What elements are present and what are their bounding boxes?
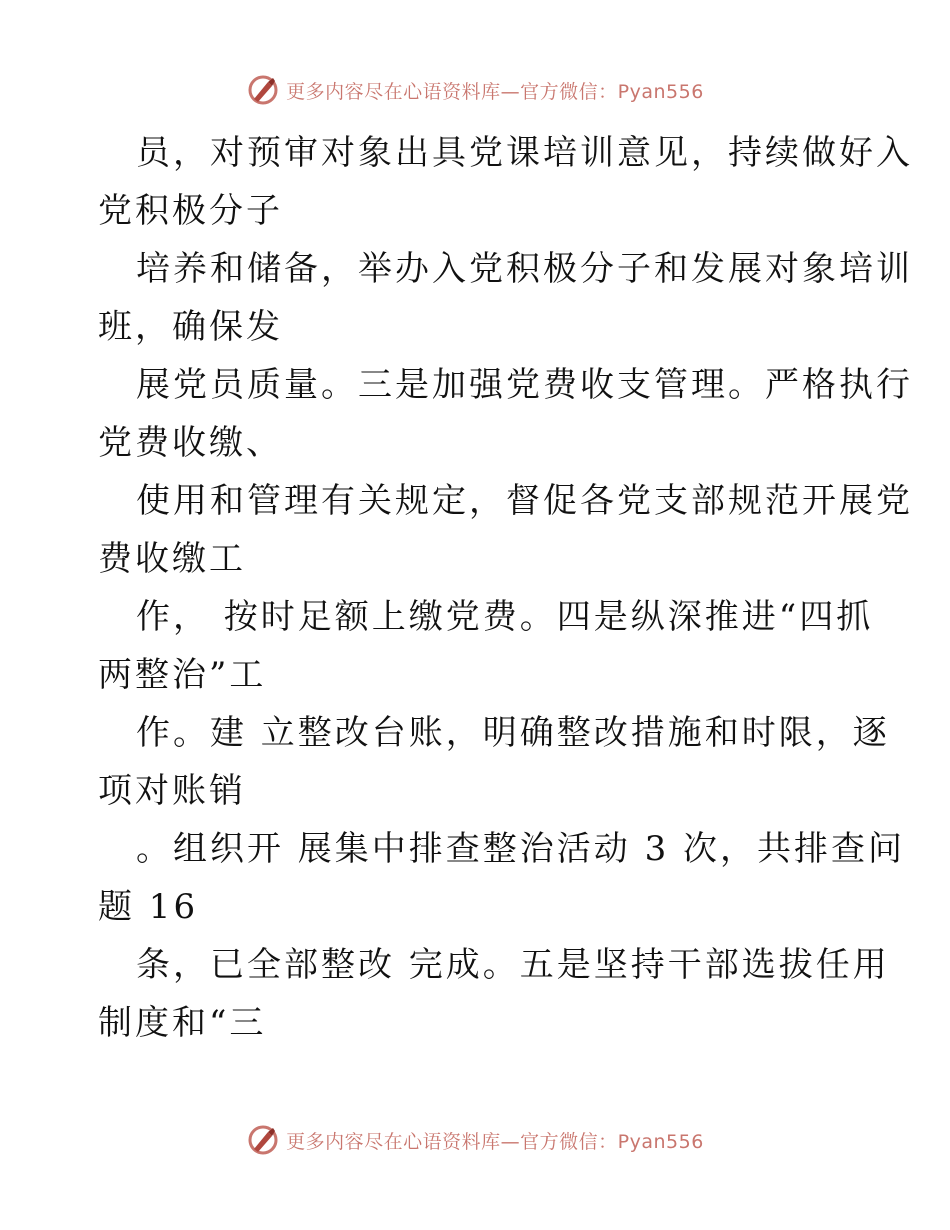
text-line: 作。建 立整改台账，明确整改措施和时限，逐 xyxy=(136,713,890,753)
text-line: 作， 按时足额上缴党费。四是纵深推进“四抓 xyxy=(136,597,874,637)
text-line: 员，对预审对象出具党课培训意见，持续做好入 xyxy=(136,133,913,173)
text-line: 班，确保发 xyxy=(98,307,283,347)
pen-nib-swirl-icon xyxy=(246,73,280,107)
text-line: 两整治”工 xyxy=(98,655,267,695)
text-line: 费收缴工 xyxy=(98,539,246,579)
watermark-text: 更多内容尽在心语资料库—官方微信：Pyan556 xyxy=(286,1130,704,1153)
text-line: 制度和“三 xyxy=(98,1003,267,1043)
text-line: 项对账销 xyxy=(98,771,246,811)
body-text xyxy=(98,124,913,1052)
text-line: 条，已全部整改 完成。五是坚持干部选拔任用 xyxy=(136,945,890,985)
pen-nib-swirl-icon xyxy=(246,1123,280,1157)
text-line: 党费收缴、 xyxy=(98,423,283,463)
text-line: 使用和管理有关规定，督促各党支部规范开展党 xyxy=(136,481,913,521)
footer-watermark xyxy=(0,1120,950,1160)
header-watermark xyxy=(0,70,950,110)
text-line: 。组织开 展集中排查整治活动 3 次，共排查问 xyxy=(136,829,906,869)
text-line: 培养和储备，举办入党积极分子和发展对象培训 xyxy=(136,249,913,289)
watermark-text: 更多内容尽在心语资料库—官方微信：Pyan556 xyxy=(286,80,704,103)
text-line: 题 16 xyxy=(98,887,199,927)
text-line: 党积极分子 xyxy=(98,191,283,231)
text-line: 展党员质量。三是加强党费收支管理。严格执行 xyxy=(136,365,913,405)
